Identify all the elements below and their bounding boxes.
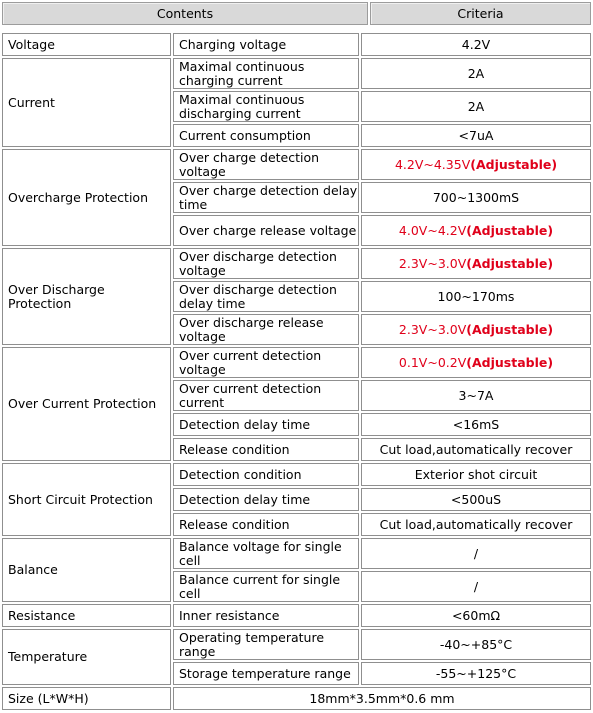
item-label: Storage temperature range (173, 662, 359, 685)
criteria-value: 4.2V (361, 33, 591, 56)
criteria-value: <7uA (361, 124, 591, 147)
item-label: Inner resistance (173, 604, 359, 627)
table-row (2, 58, 591, 89)
criteria-value: 2A (361, 91, 591, 122)
criteria-value-adjustable: 0.1V~0.2V(Adjustable) (361, 347, 591, 378)
category-label: Over Discharge Protection (2, 248, 171, 345)
item-label: Over current detection voltage (173, 347, 359, 378)
item-label: Over discharge detection voltage (173, 248, 359, 279)
table-row (2, 604, 591, 627)
item-label: Maximal continuous discharging current (173, 91, 359, 122)
criteria-value: Cut load,automatically recover (361, 513, 591, 536)
category-label: Short Circuit Protection (2, 463, 171, 536)
category-label: Current (2, 58, 171, 147)
item-label: Release condition (173, 438, 359, 461)
criteria-value: / (361, 538, 591, 569)
item-label: Maximal continuous charging current (173, 58, 359, 89)
criteria-value: 3~7A (361, 380, 591, 411)
item-label: Detection delay time (173, 488, 359, 511)
item-label: Detection condition (173, 463, 359, 486)
criteria-value: <16mS (361, 413, 591, 436)
criteria-value: <60mΩ (361, 604, 591, 627)
category-label: Over Current Protection (2, 347, 171, 461)
category-label: Overcharge Protection (2, 149, 171, 246)
spec-table (0, 31, 593, 712)
item-label: Over charge detection voltage (173, 149, 359, 180)
criteria-value-adjustable: 4.0V~4.2V(Adjustable) (361, 215, 591, 246)
table-row (2, 33, 591, 56)
criteria-value-adjustable: 2.3V~3.0V(Adjustable) (361, 248, 591, 279)
criteria-value-adjustable: 4.2V~4.35V(Adjustable) (361, 149, 591, 180)
criteria-value: 700~1300mS (361, 182, 591, 213)
table-row (2, 248, 591, 279)
item-label: Over discharge release voltage (173, 314, 359, 345)
criteria-value: 2A (361, 58, 591, 89)
header-contents: Contents (2, 2, 368, 25)
category-label: Size (L*W*H) (2, 687, 171, 710)
criteria-value: Cut load,automatically recover (361, 438, 591, 461)
table-row (2, 687, 591, 710)
item-label: Detection delay time (173, 413, 359, 436)
table-header (0, 0, 593, 27)
item-label: Over current detection current (173, 380, 359, 411)
category-label: Temperature (2, 629, 171, 685)
table-row (2, 149, 591, 180)
item-label: Charging voltage (173, 33, 359, 56)
item-label: Operating temperature range (173, 629, 359, 660)
item-label: Balance current for single cell (173, 571, 359, 602)
item-label: Over charge detection delay time (173, 182, 359, 213)
criteria-value: / (361, 571, 591, 602)
item-label: Over charge release voltage (173, 215, 359, 246)
criteria-value: -40~+85°C (361, 629, 591, 660)
criteria-value: -55~+125°C (361, 662, 591, 685)
item-label: Over discharge detection delay time (173, 281, 359, 312)
criteria-value-adjustable: 2.3V~3.0V(Adjustable) (361, 314, 591, 345)
criteria-value: Exterior shot circuit (361, 463, 591, 486)
table-row (2, 538, 591, 569)
criteria-value: 100~170ms (361, 281, 591, 312)
category-label: Balance (2, 538, 171, 602)
item-label: Balance voltage for single cell (173, 538, 359, 569)
category-label: Resistance (2, 604, 171, 627)
category-label: Voltage (2, 33, 171, 56)
criteria-value: 18mm*3.5mm*0.6 mm (173, 687, 591, 710)
table-row (2, 629, 591, 660)
table-row (2, 347, 591, 378)
item-label: Release condition (173, 513, 359, 536)
criteria-value: <500uS (361, 488, 591, 511)
header-criteria: Criteria (370, 2, 591, 25)
item-label: Current consumption (173, 124, 359, 147)
table-row (2, 463, 591, 486)
